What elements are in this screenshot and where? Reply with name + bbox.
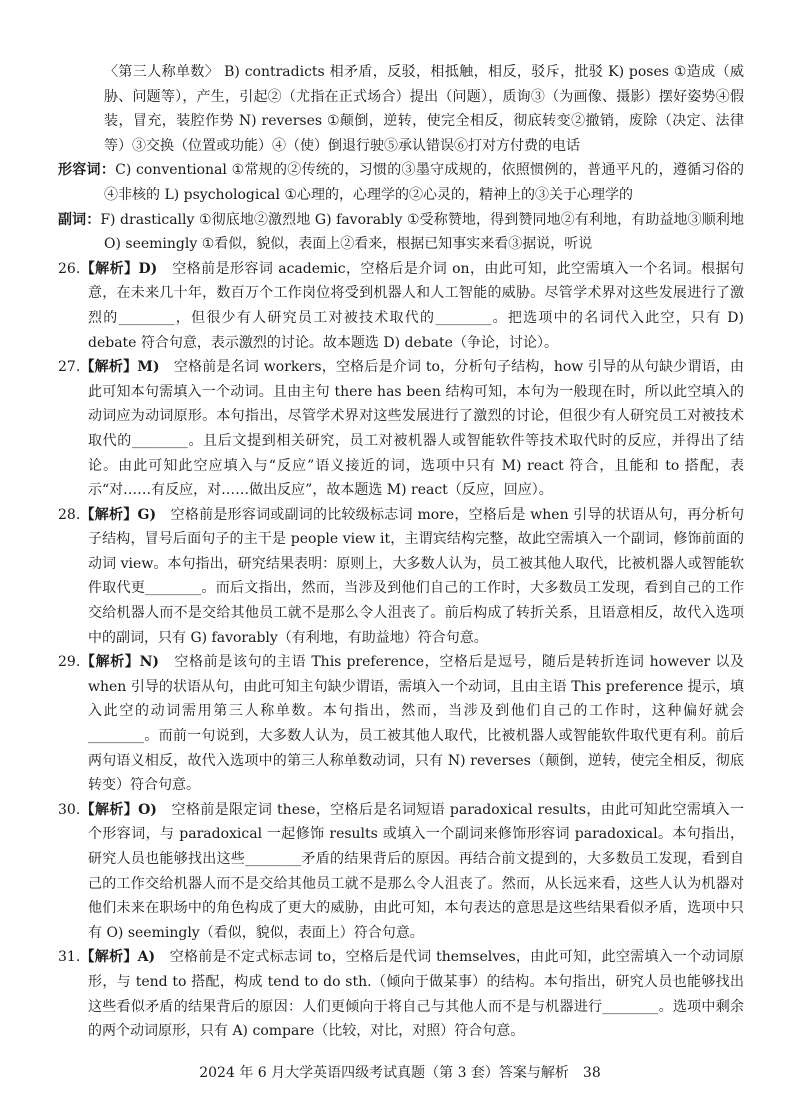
vocab-adverbs-text: F) drastically ①彻底地②激烈地 G) favorably ①受称赞地，得到赞同地②有利地，有助益地③顺利地 O) seemingly ①看似，貌似，表面上②看来，根据已知事实来看③据说，听说 — [100, 211, 744, 253]
analysis-text: 空格前是形容词或副词的比较级标志词 more，空格后是 when 引导的状语从句，再分析句子结构，冒号后面句子的主干是 people view it，主谓宾结构完整，故此空需填入一个副词，修饰前面的动词 view。本句指出，研究结果表明：原则上，大多数人认为，员工被其他人取代，比被机器人或智能软件取代更________。而后文指出，然而，当涉及到他们自己的工作时，大多数员工发现，看到自己的工作交给机器人而不是交给其他员工就不是那么令人沮丧了。前后构成了转折关系，且语意相反，故代入选项中的副词，只有 G) favorably（有利地，有助益地）符合句意。 — [88, 506, 745, 646]
analysis-tag: 【解析】 — [80, 506, 138, 523]
analysis-text: 空格前是限定词 these，空格后是名词短语 paradoxical results，由此可知此空需填入一个形容词，与 paradoxical 一起修饰 results 或填入一个副词来修饰形容词 paradoxical。本句指出，研究人员也能够找出这些________矛盾的结果背后的原因。再结合前文提到的，大多数员工发现，看到自己的工作交给机器人而不是交给其他员工就不是那么令人沮丧了。然而，从长远来看，这些人认为机器对他们未来在职场中的角色构成了更大的威胁，由此可知，本句表达的意思是这些结果看似矛盾，选项中只有 O) seemingly（看似，貌似，表面上）符合句意。 — [88, 801, 745, 941]
vocab-adjectives-label: 形容词： — [58, 162, 116, 179]
vocab-verbs-text: 〈第三人称单数〉 B) contradicts 相矛盾，反驳，相抵触，相反，驳斥，批驳 K) poses ①造成（威胁、问题等），产生，引起②（尤指在正式场合）提出（问题），质询③（为画像、摄影）摆好姿势④假装，冒充，装腔作势 N) reverses ①颠倒，逆转，使完全相反，彻底转变②撤销，废除（决定、法律等）③交换（位置或功能）④（使）倒退行驶⑤承认错误⑥打对方付费的电话 — [104, 64, 744, 154]
answer-item-27 — [58, 355, 744, 503]
question-number: 26. — [58, 260, 81, 277]
answer-letter: A) — [137, 949, 156, 966]
vocab-adjectives — [58, 158, 744, 207]
analysis-text: 空格前是不定式标志词 to，空格后是代词 themselves，由此可知，此空需填入一个动词原形，与 tend to 搭配，构成 tend to do sth.（倾向于做某事）的结构。本句指出，研究人员也能够找出这些看似矛盾的结果背后的原因：人们更倾向于将自己与其他人而不是与机器进行________。选项中剩余的两个动词原形，只有 A) compare（比较，对比，对照）符合句意。 — [88, 949, 745, 1040]
answer-item-31 — [58, 945, 744, 1043]
question-number: 31. — [58, 949, 81, 966]
analysis-tag: 【解析】 — [80, 949, 138, 966]
analysis-text: 空格前是该句的主语 This preference，空格后是逗号，随后是转折连词 however 以及 when 引导的状语从句，由此可知主句缺少谓语，需填入一个动词，且由主语 This preference 提示，填入此空的动词需用第三人称单数。本句指出，然而，当涉及到他们自己的工作时，这种偏好就会________。而前一句说到，大多数人认为，员工被其他人取代，比被机器人或智能软件取代更有利。前后两句语义相反，故代入选项中的第三人称单数动词，只有 N) reverses（颠倒，逆转，使完全相反，彻底转变）符合句意。 — [88, 654, 745, 794]
answer-letter: D) — [138, 260, 158, 277]
answer-item-26 — [58, 257, 744, 355]
analysis-tag: 【解析】 — [80, 359, 138, 376]
analysis-tag: 【解析】 — [80, 654, 140, 671]
answer-item-29 — [58, 650, 744, 798]
question-number: 29. — [58, 654, 81, 671]
answer-letter: N) — [139, 654, 159, 671]
vocab-verbs — [58, 60, 744, 158]
page-content — [58, 60, 744, 1044]
question-number: 27. — [58, 359, 81, 376]
analysis-text: 空格前是名词 workers，空格后是介词 to，分析句子结构，how 引导的从句缺少谓语，由此可知本句需填入一个动词。且由主句 there has been 结构可知，本句为一般现在时，所以此空填入的动词应为动词原形。本句指出，尽管学术界对这些发展进行了激烈的讨论，但很少有人研究员工对被技术取代的________。且后文提到相关研究，员工对被机器人或智能软件等技术取代时的反应，并得出了结论。由此可知此空应填入与“反应”语义接近的词，选项中只有 M) react 符合，且能和 to 搭配，表示“对……有反应，对……做出反应”，故本题选 M) react（反应，回应）。 — [88, 359, 745, 499]
answer-item-30 — [58, 798, 744, 946]
answer-letter: O) — [138, 801, 157, 818]
answer-letter: M) — [137, 359, 160, 376]
answer-item-28 — [58, 503, 744, 651]
answer-letter: G) — [137, 506, 157, 523]
question-number: 30. — [58, 801, 81, 818]
analysis-tag: 【解析】 — [80, 801, 139, 818]
vocab-adjectives-text: C) conventional ①常规的②传统的，习惯的③墨守成规的，依照惯例的，普通平凡的，遵循习俗的④非核的 L) psychological ①心理的，心理学的②心灵的，精神上的③关于心理学的 — [104, 162, 744, 203]
analysis-text: 空格前是形容词 academic，空格后是介词 on，由此可知，此空需填入一个名词。根据句意，在未来几十年，数百万个工作岗位将受到机器人和人工智能的威胁。尽管学术界对这些发展进行了激烈的________，但很少有人研究员工对被技术取代的________。把选项中的名词代入此空，只有 D) debate 符合句意，表示激烈的讨论。故本题选 D) debate（争论，讨论）。 — [88, 260, 745, 351]
vocab-adverbs — [58, 208, 744, 257]
question-number: 28. — [58, 506, 81, 523]
vocab-adverbs-label: 副词： — [58, 211, 101, 228]
analysis-tag: 【解析】 — [80, 260, 139, 277]
page-footer: 2024 年 6 月大学英语四级考试真题（第 3 套）答案与解析 38 — [199, 1065, 601, 1081]
